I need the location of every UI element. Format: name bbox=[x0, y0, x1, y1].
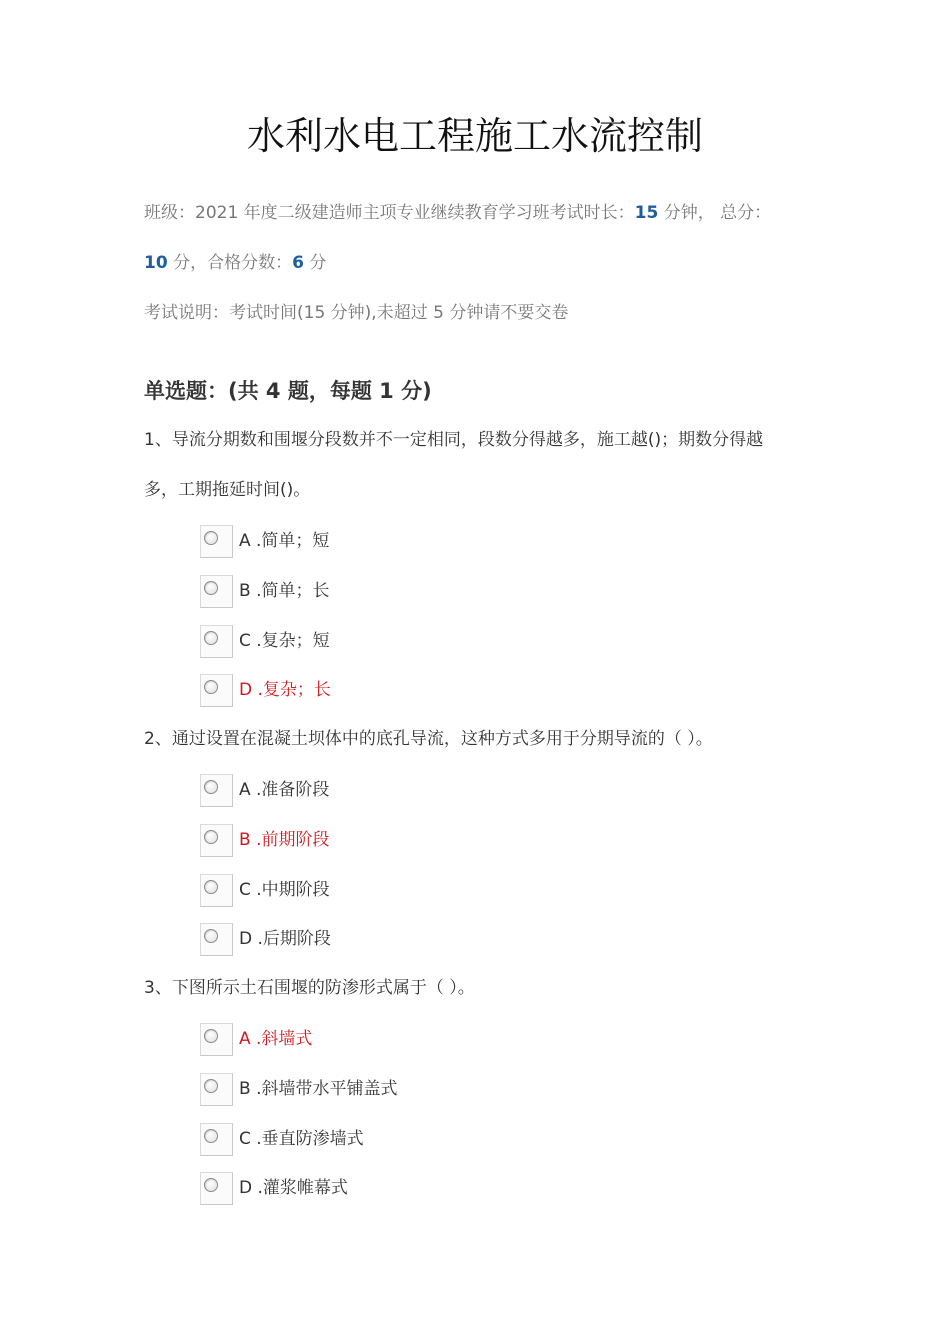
option-label: B .简单；长 bbox=[239, 581, 330, 601]
option-label: D .灌浆帷幕式 bbox=[239, 1178, 348, 1198]
radio-button[interactable] bbox=[200, 1073, 233, 1106]
radio-button[interactable] bbox=[200, 674, 233, 707]
exam-meta-line-1 bbox=[144, 200, 824, 226]
option-label: C .中期阶段 bbox=[239, 880, 330, 900]
question-1-option-b[interactable] bbox=[200, 574, 329, 608]
radio-circle-icon bbox=[204, 1129, 218, 1143]
option-label: C .复杂；短 bbox=[239, 631, 330, 651]
option-label: A .简单；短 bbox=[239, 531, 330, 551]
radio-button[interactable] bbox=[200, 625, 233, 658]
option-label-correct: B .前期阶段 bbox=[239, 830, 330, 850]
question-3-text: 3、下图所示土石围堰的防渗形式属于（ ）。 bbox=[144, 978, 475, 998]
question-1-option-a[interactable] bbox=[200, 524, 329, 558]
class-label: 班级：2021 年度二级建造师主项专业继续教育学习班考试时长： bbox=[144, 203, 635, 223]
total-score-unit: 分，合格分数： bbox=[167, 253, 293, 273]
option-label: D .后期阶段 bbox=[239, 929, 331, 949]
exam-meta-line-2 bbox=[144, 250, 824, 276]
radio-button[interactable] bbox=[200, 923, 233, 956]
radio-button[interactable] bbox=[200, 1023, 233, 1056]
question-2-text: 2、通过设置在混凝土坝体中的底孔导流，这种方式多用于分期导流的（ ）。 bbox=[144, 729, 713, 749]
radio-circle-icon bbox=[204, 631, 218, 645]
pass-score-value: 6 bbox=[292, 253, 304, 273]
question-3-option-c[interactable] bbox=[200, 1122, 364, 1156]
question-1-option-d[interactable] bbox=[200, 673, 331, 707]
radio-circle-icon bbox=[204, 880, 218, 894]
question-2-option-b[interactable] bbox=[200, 823, 329, 857]
question-1-text-line-2: 多，工期拖延时间()。 bbox=[144, 480, 311, 500]
radio-button[interactable] bbox=[200, 575, 233, 608]
radio-circle-icon bbox=[204, 581, 218, 595]
radio-circle-icon bbox=[204, 1178, 218, 1192]
question-2-option-a[interactable] bbox=[200, 773, 329, 807]
radio-circle-icon bbox=[204, 531, 218, 545]
radio-circle-icon bbox=[204, 830, 218, 844]
radio-button[interactable] bbox=[200, 1123, 233, 1156]
radio-circle-icon bbox=[204, 680, 218, 694]
option-label-correct: D .复杂；长 bbox=[239, 680, 331, 700]
radio-button[interactable] bbox=[200, 1172, 233, 1205]
radio-circle-icon bbox=[204, 780, 218, 794]
option-label: B .斜墙带水平铺盖式 bbox=[239, 1079, 398, 1099]
section-title: 单选题：(共 4 题，每题 1 分) bbox=[144, 379, 432, 403]
radio-circle-icon bbox=[204, 1029, 218, 1043]
question-2-option-c[interactable] bbox=[200, 873, 330, 907]
radio-button[interactable] bbox=[200, 525, 233, 558]
question-1-option-c[interactable] bbox=[200, 624, 330, 658]
question-2-option-d[interactable] bbox=[200, 922, 331, 956]
option-label-correct: A .斜墙式 bbox=[239, 1029, 313, 1049]
option-label: C .垂直防渗墙式 bbox=[239, 1129, 364, 1149]
radio-button[interactable] bbox=[200, 874, 233, 907]
question-3-option-a[interactable] bbox=[200, 1022, 312, 1056]
pass-score-unit: 分 bbox=[303, 253, 327, 273]
radio-button[interactable] bbox=[200, 774, 233, 807]
duration-unit: 分钟， 总分： bbox=[658, 203, 772, 223]
question-1-text-line-1: 1、导流分期数和围堰分段数并不一定相同，段数分得越多，施工越()；期数分得越 bbox=[144, 430, 764, 450]
duration-value: 15 bbox=[634, 203, 659, 223]
question-3-option-b[interactable] bbox=[200, 1072, 397, 1106]
page-title: 水利水电工程施工水流控制 bbox=[246, 114, 703, 158]
option-label: A .准备阶段 bbox=[239, 780, 330, 800]
exam-note: 考试说明：考试时间(15 分钟),未超过 5 分钟请不要交卷 bbox=[144, 303, 569, 323]
radio-circle-icon bbox=[204, 929, 218, 943]
radio-circle-icon bbox=[204, 1079, 218, 1093]
question-3-option-d[interactable] bbox=[200, 1171, 348, 1205]
radio-button[interactable] bbox=[200, 824, 233, 857]
total-score-value: 10 bbox=[144, 253, 168, 273]
